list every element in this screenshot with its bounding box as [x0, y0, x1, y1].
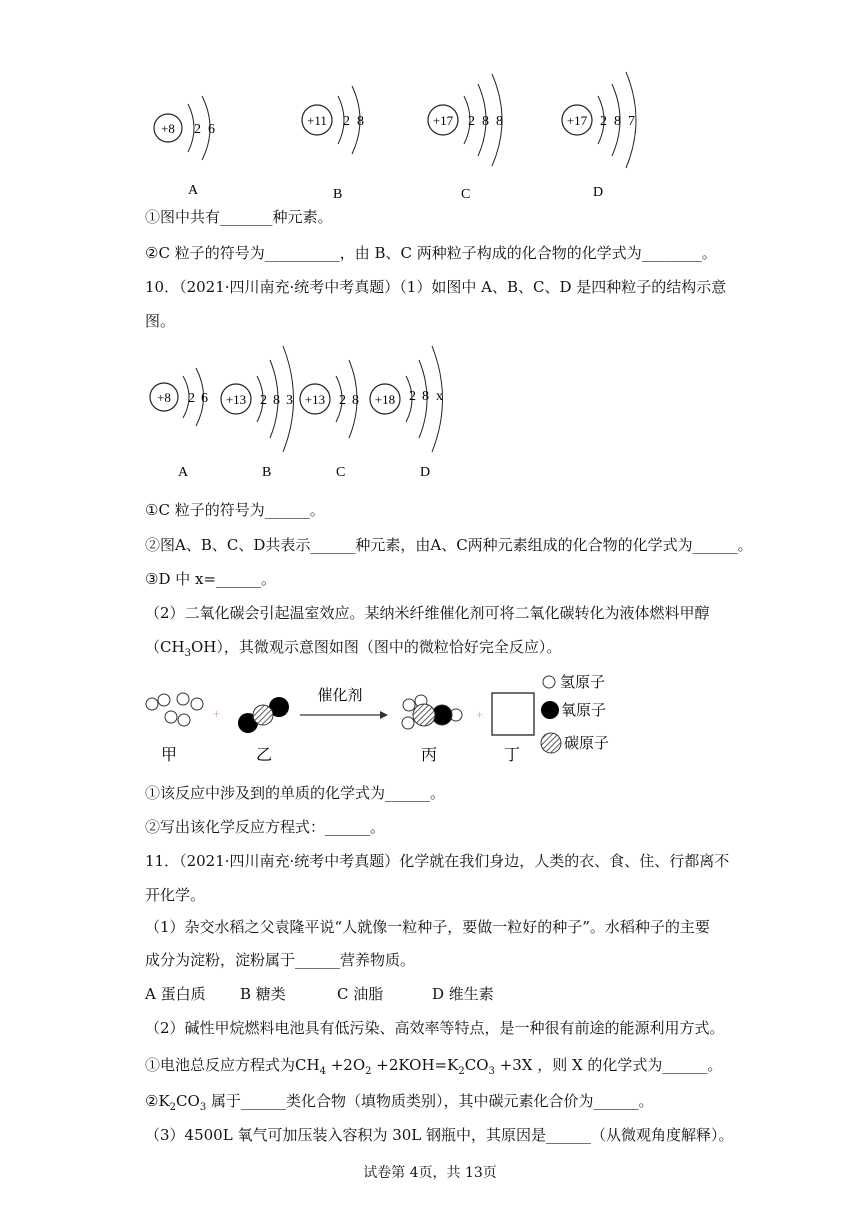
option-b: B 糖类 — [240, 985, 286, 1003]
product-bing — [402, 695, 462, 729]
svg-text:乙: 乙 — [255, 747, 273, 764]
svg-text:8: 8 — [357, 114, 364, 129]
q10-part2-sub-1: ①该反应中涉及到的单质的化学式为______。 — [145, 784, 446, 802]
nucleus-a: +8 — [161, 121, 175, 136]
svg-text:2: 2 — [188, 391, 195, 406]
reaction-arrow — [300, 686, 388, 719]
svg-text:A: A — [188, 183, 199, 198]
option-a: A 蛋白质 — [145, 985, 206, 1003]
svg-text:丁: 丁 — [503, 747, 521, 764]
q11-part2-sub-2: $②K_2CO_3$ 属于______类化合物（填物质类别），其中碳元素化合价为______。 — [145, 1092, 654, 1113]
svg-text:2: 2 — [468, 114, 475, 129]
q10-sub-2: ②图A、B、C、D共表示______种元素，由A、C两种元素组成的化合物的化学式为______。 — [145, 536, 753, 554]
atom-b-top — [302, 86, 364, 202]
q11-part1: （1）杂交水稻之父袁隆平说“人就像一粒种子，要做一粒好的种子”。水稻种子的主要 — [145, 918, 710, 936]
option-c: C 油脂 — [337, 985, 384, 1003]
page-footer: 试卷第 4页，共 13页 — [363, 1165, 497, 1181]
svg-text:7: 7 — [628, 114, 635, 129]
legend — [541, 674, 609, 753]
svg-text:+13: +13 — [225, 392, 247, 407]
svg-text:+: + — [213, 706, 221, 721]
svg-text:2: 2 — [260, 393, 267, 408]
svg-text:D: D — [420, 465, 431, 480]
q11-part2: （2）碱性甲烷燃料电池具有低污染、高效率等特点，是一种很有前途的能源利用方式。 — [145, 1019, 725, 1037]
q10-part2-sub-2: ②写出该化学反应方程式：______。 — [145, 818, 386, 836]
svg-text:C: C — [336, 465, 346, 480]
svg-text:8: 8 — [496, 114, 503, 129]
atom-a-top — [154, 96, 215, 198]
svg-text:6: 6 — [201, 391, 208, 406]
q10-part2: （2）二氧化碳会引起温室效应。某纳米纤维催化剂可将二氧化碳转化为液体燃料甲醇 — [145, 604, 710, 622]
svg-text:B: B — [333, 187, 343, 202]
mid-atom-diagram — [140, 340, 470, 485]
option-d: D 维生素 — [432, 985, 494, 1003]
atom-d-mid — [370, 346, 443, 480]
q11-stem-cont: 开化学。 — [145, 886, 206, 904]
svg-text:D: D — [593, 185, 604, 200]
atom-d-top — [562, 72, 636, 200]
q11-part3: （3）4500L 氧气可加压装入容积为 30L 钢瓶中，其原因是______（从微观角度解释）。 — [145, 1126, 734, 1144]
svg-text:氢原子: 氢原子 — [560, 675, 606, 691]
svg-text:+: + — [476, 707, 484, 722]
svg-text:催化剂: 催化剂 — [317, 688, 363, 704]
atom-c-mid — [300, 360, 359, 480]
q10-sub-3: ③D 中 x=______。 — [145, 570, 277, 588]
svg-text:+8: +8 — [157, 390, 171, 405]
svg-text:B: B — [262, 465, 272, 480]
reactant-jia — [146, 693, 203, 726]
atom-c-top — [428, 74, 503, 202]
svg-text:x: x — [436, 389, 443, 404]
svg-text:A: A — [178, 465, 189, 480]
svg-text:丙: 丙 — [420, 747, 438, 764]
q9-line-1: ①图中共有_______种元素。 — [145, 208, 333, 226]
svg-text:2: 2 — [194, 122, 201, 137]
svg-text:C: C — [461, 187, 471, 202]
q10-sub-1: ①C 粒子的符号为______。 — [145, 501, 325, 519]
reaction-diagram — [140, 665, 620, 770]
q11-options — [145, 984, 494, 1004]
svg-text:2: 2 — [339, 393, 346, 408]
reactant-yi — [238, 697, 289, 733]
svg-text:3: 3 — [286, 393, 293, 408]
svg-text:2: 2 — [343, 114, 350, 129]
q10-stem-cont: 图。 — [145, 312, 176, 330]
product-ding-box — [492, 693, 534, 735]
svg-text:8: 8 — [273, 393, 280, 408]
svg-text:+11: +11 — [307, 113, 327, 128]
q11-stem: 11．（2021·四川南充·统考中考真题）化学就在我们身边，人类的衣、食、住、行都离不 — [145, 852, 730, 870]
svg-text:氧原子: 氧原子 — [561, 703, 607, 719]
svg-text:+17: +17 — [566, 113, 588, 128]
svg-text:2: 2 — [600, 114, 607, 129]
atom-b-mid — [221, 346, 294, 480]
svg-text:6: 6 — [208, 122, 215, 137]
top-atom-diagram — [140, 60, 660, 205]
svg-text:+13: +13 — [304, 392, 326, 407]
q10-stem: 10．（2021·四川南充·统考中考真题）（1）如图中 A、B、C、D 是四种粒子的结构示意 — [145, 278, 727, 296]
svg-text:+17: +17 — [432, 113, 454, 128]
svg-text:碳原子: 碳原子 — [564, 736, 610, 752]
svg-text:8: 8 — [422, 389, 429, 404]
svg-text:8: 8 — [352, 393, 359, 408]
atom-a-mid — [150, 368, 208, 480]
svg-text:8: 8 — [614, 114, 621, 129]
svg-text:+18: +18 — [374, 392, 396, 407]
svg-text:甲: 甲 — [160, 747, 178, 764]
q9-line-2: ②C 粒子的符号为__________，由 B、C 两种粒子构成的化合物的化学式为________。 — [145, 244, 717, 262]
svg-text:8: 8 — [482, 114, 489, 129]
q11-part2-sub-1: ①电池总反应方程式为$CH_4 +2O_2 +2KOH=K_2CO_3 +3X$ ，则 X 的化学式为______。 — [145, 1056, 723, 1077]
q10-part2-cont: $(CH_3OH)$，其微观示意图如图（图中的微粒恰好完全反应）。 — [145, 638, 562, 659]
q11-part1-cont: 成分为淀粉，淀粉属于______营养物质。 — [145, 951, 416, 969]
svg-text:2: 2 — [409, 389, 416, 404]
